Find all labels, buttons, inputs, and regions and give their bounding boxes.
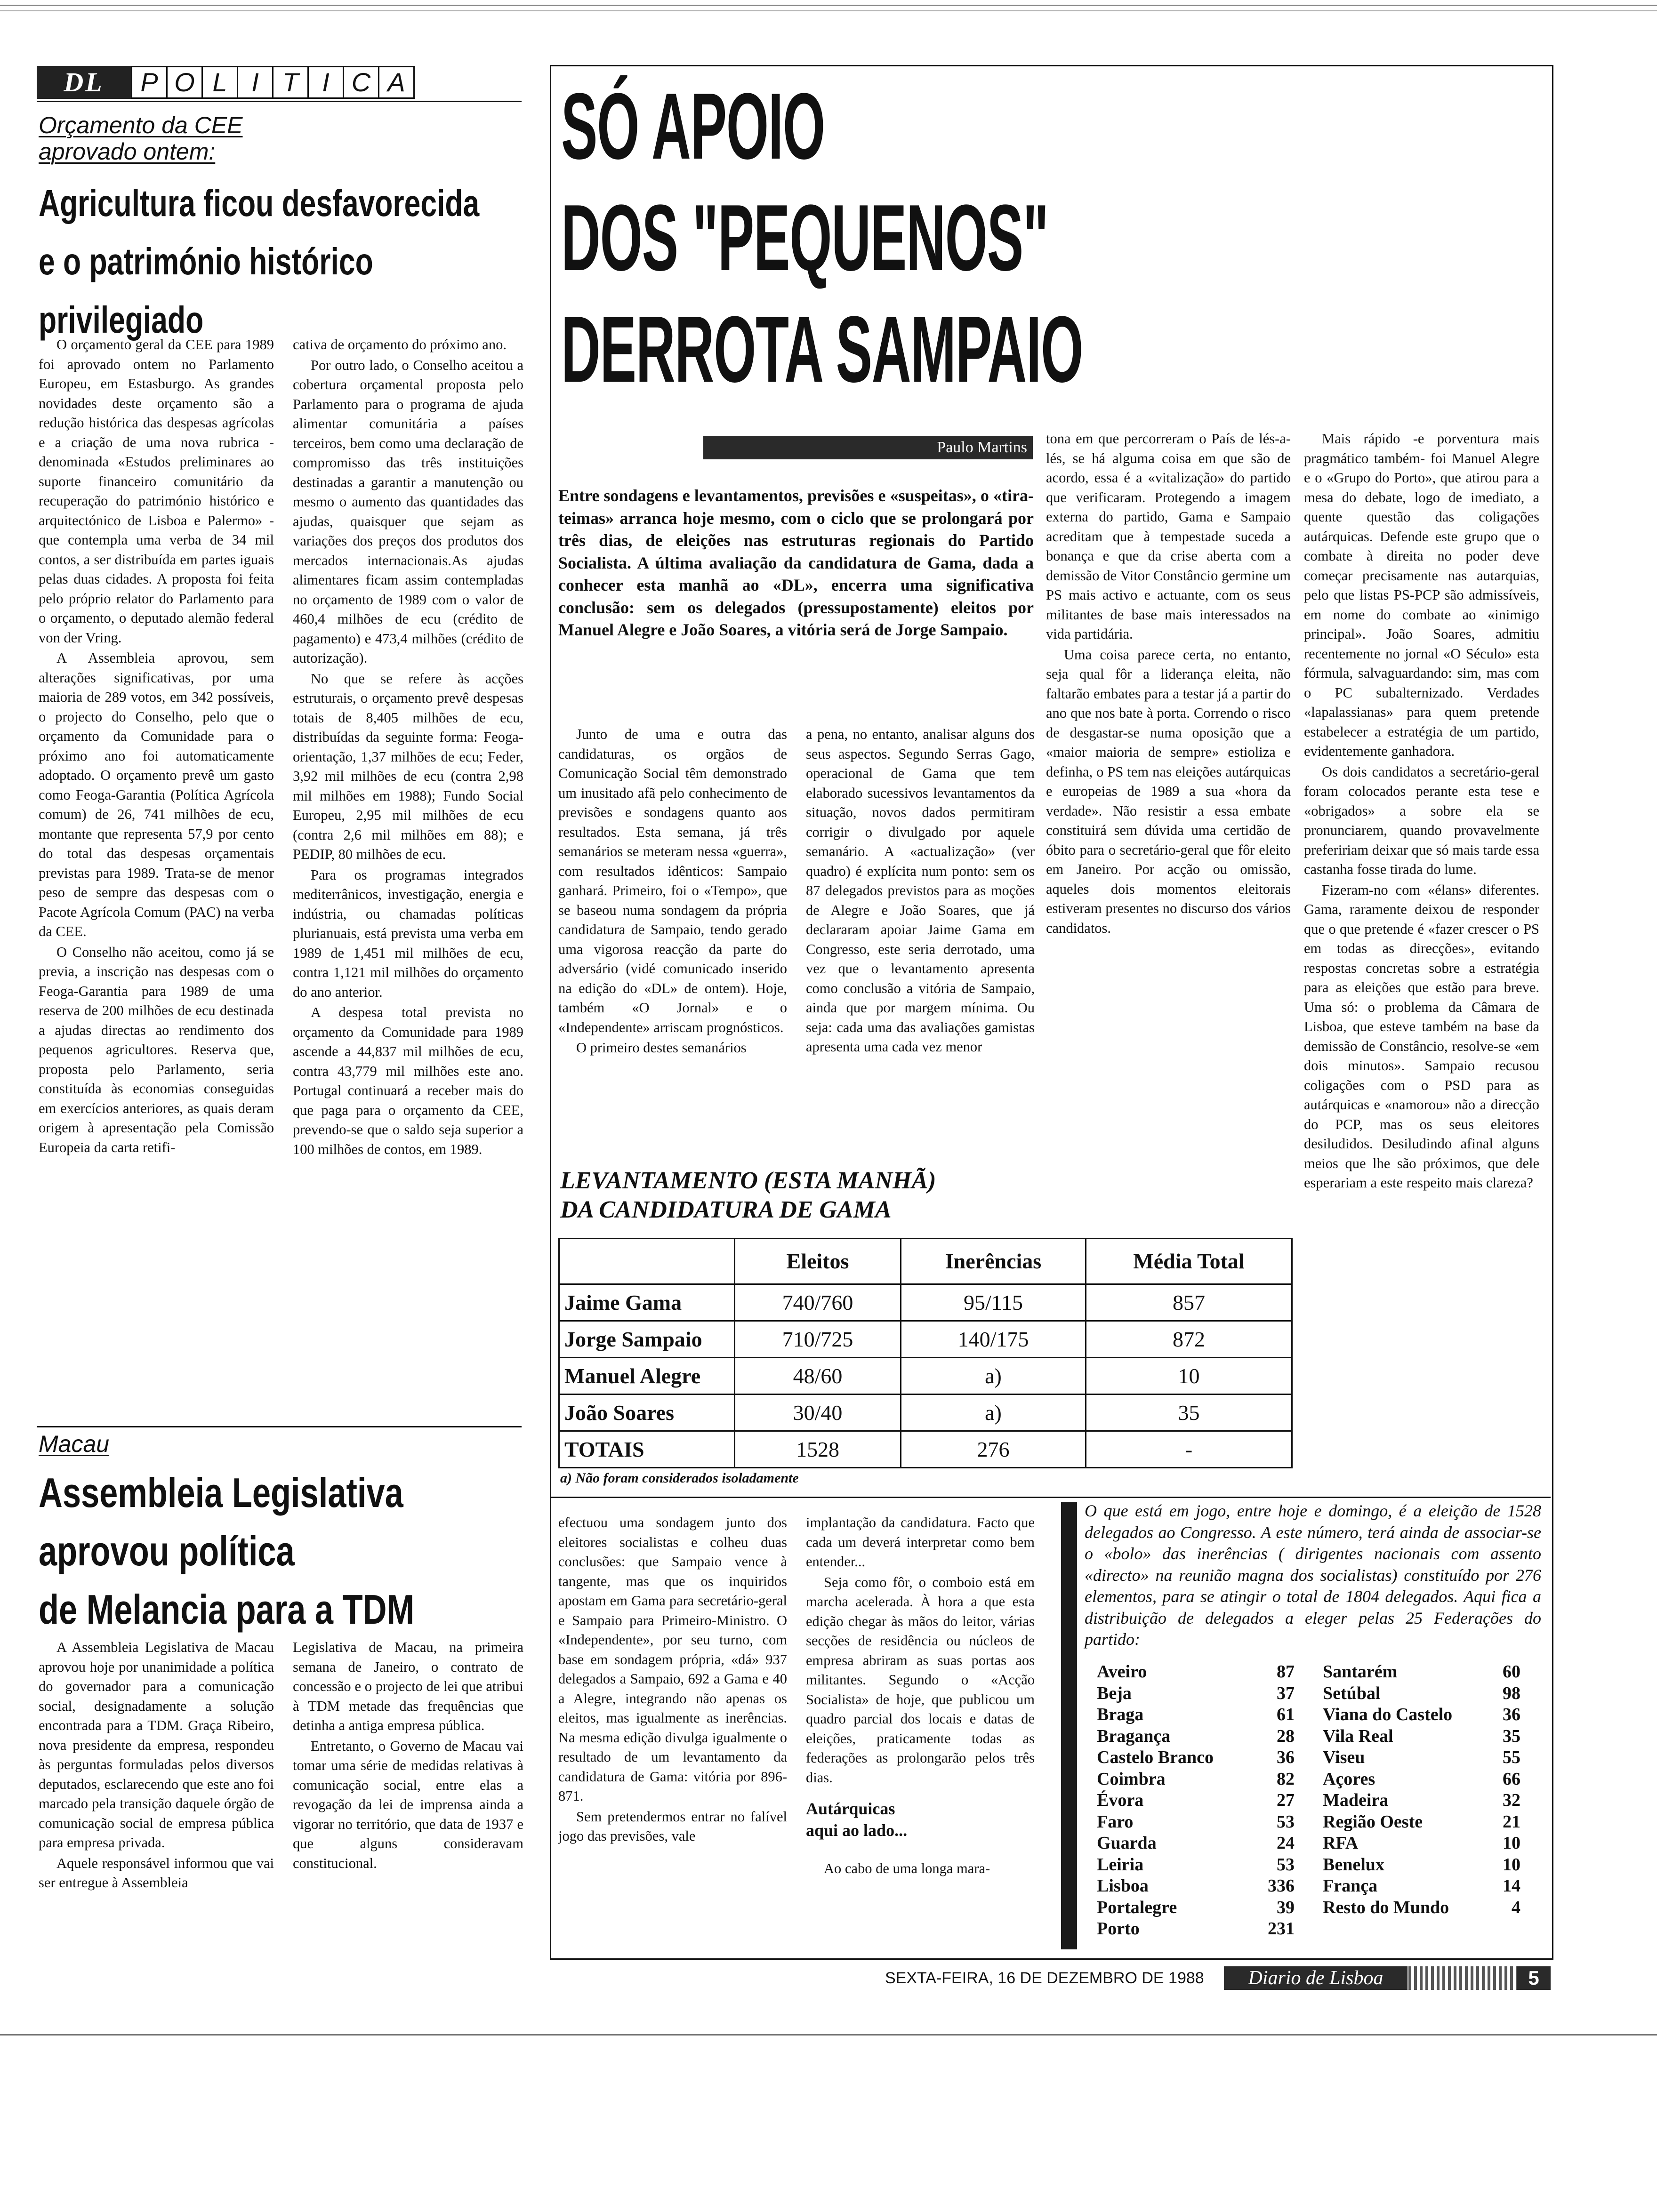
article1-headline <box>39 174 479 349</box>
table-header <box>559 1239 735 1284</box>
federation-row <box>1323 1854 1520 1876</box>
section-letter: T <box>272 67 307 97</box>
federation-row <box>1097 1683 1295 1705</box>
table-cell: 35 <box>1086 1394 1292 1431</box>
federation-row <box>1097 1769 1295 1790</box>
federation-row <box>1097 1726 1295 1747</box>
table-cell: - <box>1086 1431 1292 1467</box>
paragraph: Junto de uma e outra das candidaturas, os orgãos de Comunicação Social têm demonstrado um inusitado afã pelo conhecimento de previsões e sondagens quanto aos resultados. Esta semana, já três semanários se meteram nessa «guerra», com resultados idênticos: Sampaio ganhará. Primeiro, foi o «Tempo», que se baseou numa sondagem da própria candidatura de Sampaio, tendo gerado uma vigorosa reacção da parte do adversário (vidé comunicado inserido na edição do «DL» de ontem). Hoje, também «O Jornal» e o «Independente» arriscam prognósticos. <box>558 726 787 1035</box>
subhead-line: Autárquicas <box>806 1799 895 1818</box>
table-header-row <box>559 1239 1292 1284</box>
top-rule-2 <box>0 10 1657 11</box>
federation-count: 36 <box>1503 1705 1520 1724</box>
federation-row <box>1323 1661 1520 1683</box>
federation-name: Madeira <box>1323 1790 1389 1810</box>
table-row <box>559 1284 1292 1321</box>
paragraph: Fizeram-no com «élans» diferentes. Gama, raramente deixou de responder que o que pretende é «fazer crescer o PS em todas as direcções», evitando respostas concretas sobre a estratégia para as eleições que estão para breve. Uma só: o problema da Câmara de Lisboa, que esteve também na base da demissão de Constâncio, resolve-se «em dois minutos». Sampaio recusou coligações com o PSD para as autárquicas e «namorou» não a direcção do PCP, mas os seus eleitores desiludidos. Desiludindo afinal alguns meios que lhe são próximos, que dele esperariam a este respeito mais clareza? <box>1304 882 1539 1191</box>
federation-row <box>1097 1897 1295 1919</box>
main-headline <box>561 71 1083 405</box>
distribution-intro: O que está em jogo, entre hoje e domingo, é a eleição de 1528 delegados ao Congresso. A este número, terá ainda de associar-se o «bolo» das inerências ( dirigentes nacionais com assento «directo» na reunião magna dos socialistas) constituído por 276 elementos, para se atingir o total de 1804 delegados. Aqui fica a distribuição de delegados a eleger pelas 25 Federações do partido: <box>1085 1501 1541 1649</box>
article1-kicker <box>39 112 243 165</box>
masthead-text: Diario de Lisboa <box>1248 1967 1384 1989</box>
federation-name: Beja <box>1097 1683 1132 1703</box>
federation-name: Região Oeste <box>1323 1811 1423 1832</box>
federation-row <box>1097 1875 1295 1897</box>
federation-name: Évora <box>1097 1790 1144 1810</box>
table-cell: a) <box>901 1394 1086 1431</box>
paragraph: Seja como fôr, o comboio está em marcha acelerada. À hora a que esta edição chegar às mãos do leitor, várias secções de residência ou núcleos de empresa abriram as suas portas aos militantes. Segundo o «Acção Socialista» de hoje, que publicou um quadro parcial dos locais e datas de eleições, praticamente todas as federações as prolongarão pelos três dias. <box>806 1574 1035 1786</box>
federation-count: 336 <box>1268 1876 1295 1896</box>
section-letter: I <box>237 67 272 97</box>
table-cell: 10 <box>1086 1357 1292 1394</box>
headline-line: Agricultura ficou desfavorecida <box>39 182 480 224</box>
paragraph: A Assembleia Legislativa de Macau aprovou hoje por unanimidade a política do governador para a comunicação social, designadamente a solução encontrada para a TDM. Graça Ribeiro, nova presidente da empresa, respondeu às perguntas formuladas pelos diversos deputados, esclarecendo que este ano foi marcado pela transição daquele órgão de comunicação social de empresa pública para empresa privada. <box>39 1639 274 1851</box>
section-letter: A <box>378 67 413 97</box>
table-title-line: LEVANTAMENTO (ESTA MANHÃ) <box>560 1167 936 1194</box>
federation-count: 21 <box>1503 1811 1520 1832</box>
table-row <box>559 1394 1292 1431</box>
federation-count: 39 <box>1277 1897 1295 1917</box>
federation-name: Guarda <box>1097 1833 1157 1853</box>
paragraph: efectuou uma sondagem junto dos eleitores socialistas e colheu duas conclusões: que Sampaio vence à tangente, mas que os inquiridos apostam em Gama para secretário-geral e Sampaio para Primeiro-Ministro. O «Independente», por seu turno, com base em sondagem própria, «dá» 937 delegados a Sampaio, 692 a Gama e 40 a Alegre, integrando não apenas os eleitos, mas igualmente as inerências. Na mesma edição divulga igualmente o resultado de um levantamento da candidatura de Gama: vitória por 896-871. <box>558 1515 787 1804</box>
federation-name: Castelo Branco <box>1097 1747 1214 1767</box>
main-colA <box>558 725 787 1058</box>
federation-name: França <box>1323 1876 1378 1896</box>
table-cell: 30/40 <box>735 1394 901 1431</box>
table-row <box>559 1321 1292 1357</box>
headline-line: privilegiado <box>39 299 204 341</box>
dl-logo: DL <box>37 66 131 99</box>
paragraph: O Conselho não aceitou, como já se previa, a inscrição nas despesas com o Feoga-Garantia para 1989 de uma reserva de 200 milhões de ecu destinada a ajudas directas ao rendimento dos pequenos agricultores. Reserva que, proposta pelo Parlamento, seria constituída às economias conseguidas em exercícios anteriores, as quais deram origem à apresentação pela Comissão Europeia da carta retifi- <box>39 944 274 1155</box>
table-header: Média Total <box>1086 1239 1292 1284</box>
federation-count: 36 <box>1277 1747 1295 1767</box>
federation-row <box>1323 1811 1520 1833</box>
table-cell: Jaime Gama <box>559 1284 735 1321</box>
article2-kicker: Macau <box>39 1431 110 1457</box>
table-cell: 710/725 <box>735 1321 901 1357</box>
kicker-line: Orçamento da CEE <box>39 112 243 138</box>
federation-name: Braga <box>1097 1705 1144 1724</box>
federation-name: Leiria <box>1097 1854 1144 1875</box>
paragraph: A despesa total prevista no orçamento da Comunidade para 1989 ascende a 44,837 mil milhões de ecu, contra 43,779 mil milhões este ano. Portugal continuará a receber mais do que paga para o orçamento da CEE, prevendo-se que o saldo seja superior a 100 milhões de contos, em 1989. <box>293 1004 523 1157</box>
federation-row <box>1323 1833 1520 1854</box>
footer-date: SEXTA-FEIRA, 16 DE DEZEMBRO DE 1988 <box>885 1969 1204 1987</box>
table-cell: TOTAIS <box>559 1431 735 1467</box>
federation-row <box>1323 1704 1520 1726</box>
headline-line: Assembleia Legislativa <box>39 1469 403 1516</box>
section-letter: O <box>166 67 201 97</box>
table-footnote: a) Não foram considerados isoladamente <box>560 1470 799 1486</box>
federation-name: Viana do Castelo <box>1323 1705 1453 1724</box>
federation-count: 35 <box>1503 1726 1520 1746</box>
section-letter: C <box>343 67 378 97</box>
bottom-rule <box>0 2034 1657 2036</box>
federation-row <box>1323 1897 1520 1919</box>
article1-col1 <box>39 335 274 1157</box>
federation-count: 27 <box>1277 1790 1295 1810</box>
paragraph: Ao cabo de uma longa mara- <box>824 1860 990 1876</box>
main-colB <box>806 725 1035 1057</box>
paragraph: No que se refere às acções estruturais, o orçamento prevê despesas totais de 8,405 milhões de ecu, distribuídas da seguinte forma: Feoga-orientação, 1,37 milhões de ecu; Feder, 3,92 mil milhões de ecu (contra 2,98 mil milhões em 1988); Fundo Social Europeu, 2,95 mil milhões de ecu (contra 2,6 mil milhões em 88); e PEDIP, 80 milhões de ecu. <box>293 670 523 862</box>
headline-line: aprovou política <box>39 1528 295 1574</box>
federation-count: 32 <box>1503 1790 1520 1810</box>
paragraph: Aquele responsável informou que vai ser entregue à Assembleia <box>39 1855 274 1891</box>
table-cell: 95/115 <box>901 1284 1086 1321</box>
federation-name: Aveiro <box>1097 1662 1147 1682</box>
federation-name: Setúbal <box>1323 1683 1381 1703</box>
main-colC <box>1046 429 1291 938</box>
federation-row <box>1097 1704 1295 1726</box>
headline-line: DERROTA SAMPAIO <box>561 297 1083 402</box>
distribution-right <box>1323 1661 1520 1918</box>
paragraph: Legislativa de Macau, na primeira semana de Janeiro, o contrato de concessão e o projecto de lei que atribui à TDM metade das frequências que detinha a antiga empresa pública. <box>293 1639 523 1733</box>
paragraph: cativa de orçamento do próximo ano. <box>293 337 507 353</box>
headline-line: DOS "PEQUENOS" <box>561 185 1048 290</box>
federation-name: Resto do Mundo <box>1323 1897 1449 1917</box>
subhead <box>806 1798 1035 1841</box>
article2-col2 <box>293 1638 523 1873</box>
federation-row <box>1323 1747 1520 1769</box>
federation-count: 10 <box>1503 1854 1520 1875</box>
lead-text: Entre sondagens e levantamentos, previsões e «suspeitas», o «tira-teimas» arranca hoje mesmo, com o ciclo que se prolongará por três dias, de eleições nas estruturas regionais do Partido Socialista. A última avaliação da candidatura de Gama, dada a conhecer esta manhã ao «DL», encerra uma significativa conclusão: sem os delegados (pressupostamente) eleitos por Manuel Alegre e João Soares, a vitória será de Jorge Sampaio. <box>558 486 1034 639</box>
federation-count: 87 <box>1277 1662 1295 1682</box>
footer-page-number <box>1517 1966 1551 1990</box>
federation-count: 28 <box>1277 1726 1295 1746</box>
federation-row <box>1323 1683 1520 1705</box>
federation-name: Lisboa <box>1097 1876 1149 1896</box>
federation-name: Santarém <box>1323 1662 1398 1682</box>
subhead-line: aqui ao lado... <box>806 1821 908 1840</box>
paragraph: O orçamento geral da CEE para 1989 foi aprovado ontem no Parlamento Europeu, em Estasburgo. As grandes novidades deste orçamento são a redução histórica das despesas agrícolas e a criação de uma nova rubrica - denominada «Estudos preliminares ao suporte financeiro comunitário da recuperação do património histórico e arquitectónico de Lisboa e Palermo» - que contempla uma verba de 34 mil contos, a ser distribuída em partes iguais pelas duas cidades. A proposta foi feita pelo próprio relator do Parlamento para o orçamento, o deputado alemão federal von der Vring. <box>39 337 274 646</box>
federation-count: 37 <box>1277 1683 1295 1703</box>
federation-row <box>1097 1833 1295 1854</box>
kicker-line: aprovado ontem: <box>39 138 216 165</box>
headline-line: SÓ APOIO <box>561 74 825 179</box>
main-lead <box>558 485 1034 641</box>
section-letter: P <box>131 67 166 97</box>
federation-count: 98 <box>1503 1683 1520 1703</box>
federation-count: 55 <box>1503 1747 1520 1767</box>
table-cell: 740/760 <box>735 1284 901 1321</box>
federation-name: Porto <box>1097 1919 1140 1939</box>
article2-col1 <box>39 1638 274 1893</box>
paragraph: A Assembleia aprovou, sem alterações significativas, por uma maioria de 289 votos, em 342 possíveis, o projecto do Conselho, pelo que o orçamento da Comunidade para o próximo ano foi automaticamente adoptado. O orçamento prevê um gasto como Feoga-Garantia (Política Agrícola comum) de 26, 741 milhões de ecu, montante que representa 57,9 por cento do total das despesas orçamentais previstas para 1989. Trata-se de menor peso de sempre das despesas com o Pacote Agrícola Comum (PAC) na verba da CEE. <box>39 650 274 939</box>
footer-masthead <box>1224 1966 1408 1990</box>
federation-name: Coimbra <box>1097 1769 1166 1789</box>
page-number: 5 <box>1528 1967 1539 1989</box>
federation-name: Vila Real <box>1323 1726 1393 1746</box>
top-rule <box>0 5 1657 6</box>
table-rule <box>550 1497 1551 1498</box>
headline-line: de Melancia para a TDM <box>39 1586 415 1633</box>
macau-rule <box>37 1426 522 1427</box>
federation-name: Faro <box>1097 1811 1134 1832</box>
paragraph: Mais rápido -e porventura mais pragmático também- foi Manuel Alegre e o «Grupo do Porto», que atirou para a mesa do debate, logo de imediato, a quente questão das coligações autárquicas. Defende este grupo que o combate à direita no poder deve começar precisamente nas autarquias, pelo que listas PS-PCP são admissíveis, em nome do combate ao «inimigo principal». João Soares, admitiu recentemente no jornal «O Século» esta fórmula, salvaguardando: sim, mas com o PC subalternizado. Verdades «lapalassianas» para quem pretende estabelecer a estratégia de um partido, evidentemente ganhadora. <box>1304 431 1539 759</box>
federation-row <box>1097 1661 1295 1683</box>
federation-name: Viseu <box>1323 1747 1365 1767</box>
table-header: Inerências <box>901 1239 1086 1284</box>
section-letters <box>131 66 415 99</box>
article2-headline <box>39 1464 414 1639</box>
federation-count: 14 <box>1503 1876 1520 1896</box>
article1-col2 <box>293 335 523 1159</box>
section-rule <box>37 101 522 102</box>
federation-count: 53 <box>1277 1854 1295 1875</box>
table-row <box>559 1357 1292 1394</box>
table-cell: Manuel Alegre <box>559 1357 735 1394</box>
federation-count: 24 <box>1277 1833 1295 1853</box>
federation-row <box>1323 1790 1520 1811</box>
federation-count: 10 <box>1503 1833 1520 1853</box>
federation-name: Benelux <box>1323 1854 1384 1875</box>
paragraph: Entretanto, o Governo de Macau vai tomar uma série de medidas relativas à comunicação social, entre elas a revogação da lei de imprensa ainda a vigorar no território, que data de 1937 e que alguns consideravam constitucional. <box>293 1738 523 1871</box>
federation-row <box>1097 1918 1295 1940</box>
paragraph: Para os programas integrados mediterrânicos, investigação, energia e indústria, ou chamadas políticas plurianuais, está prevista uma verba em 1989 de 1,451 mil milhões de ecu, contra 1,121 mil milhões do orçamento do ano anterior. <box>293 866 523 1000</box>
federation-row <box>1323 1875 1520 1897</box>
footer-dots <box>1408 1966 1517 1990</box>
distribution-box-bar <box>1061 1502 1077 1949</box>
table-title-line: DA CANDIDATURA DE GAMA <box>560 1196 892 1223</box>
section-letter: I <box>307 67 343 97</box>
paragraph: a pena, no entanto, analisar alguns dos seus aspectos. Segundo Serras Gago, operacional de Gama que tem elaborado sucessivos levantamentos da situação, novos dados permitiram corrigir o divulgado por aquele semanário. A «actualização» (ver quadro) é explícita num ponto: sem os 87 delegados previstos para as moções de Alegre e João Soares, que já declararam apoiar Jaime Gama em Congresso, este seria derrotado, uma vez que o levantamento apresenta como conclusão a vitória de Sampaio, ainda que por margem mínima. Ou seja: cada uma das avaliações gamistas apresenta uma cada vez menor <box>806 726 1035 1055</box>
table-cell: Jorge Sampaio <box>559 1321 735 1357</box>
byline: Paulo Martins <box>937 439 1027 456</box>
main-colF <box>806 1513 1035 1879</box>
table-row <box>559 1431 1292 1467</box>
table-cell: 872 <box>1086 1321 1292 1357</box>
federation-row <box>1097 1854 1295 1876</box>
federation-count: 60 <box>1503 1662 1520 1682</box>
federation-count: 53 <box>1277 1811 1295 1832</box>
section-tag <box>37 66 415 99</box>
table-title <box>560 1166 936 1225</box>
federation-count: 82 <box>1277 1769 1295 1789</box>
paragraph: implantação da candidatura. Facto que cada um deverá interpretar como bem entender... <box>806 1515 1035 1570</box>
federation-name: RFA <box>1323 1833 1359 1853</box>
levantamento-table <box>558 1238 1293 1468</box>
table-cell: 140/175 <box>901 1321 1086 1357</box>
headline-line: e o património histórico <box>39 240 373 282</box>
federation-count: 231 <box>1268 1919 1295 1939</box>
paragraph: O primeiro destes semanários <box>576 1040 747 1056</box>
federation-count: 4 <box>1512 1897 1520 1917</box>
paragraph: Por outro lado, o Conselho aceitou a cobertura orçamental proposta pelo Parlamento para o programa de ajuda alimentar comunitária a países terceiros, bem como uma declaração de compromisso das três instituições destinadas a garantir a manutenção ou mesmo o aumento das quantidades das ajudas, quaisquer que sejam as variações dos preços dos produtos dos mercados internacionais.As ajudas alimentares ficam assim contempladas no orçamento de 1989 com o valor de 460,4 milhões de ecu (crédito de pagamento) e 473,4 milhões (crédito de autorização). <box>293 357 523 666</box>
federation-name: Portalegre <box>1097 1897 1177 1917</box>
main-colD <box>1304 429 1539 1193</box>
federation-name: Açores <box>1323 1769 1375 1789</box>
federation-row <box>1097 1747 1295 1769</box>
table-header: Eleitos <box>735 1239 901 1284</box>
byline-bar <box>703 436 1033 459</box>
federation-count: 61 <box>1277 1705 1295 1724</box>
section-letter: L <box>201 67 237 97</box>
federation-row <box>1323 1726 1520 1747</box>
paragraph: Uma coisa parece certa, no entanto, seja qual fôr a liderança eleita, não faltarão embates para a testar já a partir do ano que nos bate à porta. Correndo o risco de desgastar-se numa oposição que a «maior maioria de sempre» estioliza e definha, o PS tem nas eleições autárquicas e europeias de 1989 a sua «hora da verdade». Não resistir a essa embate constituirá sem dúvida uma certidão de óbito para o secretário-geral que fôr eleito em Janeiro. Por acção ou omissão, aqueles dois momentos eleitorais estiveram presentes no discurso dos vários candidatos. <box>1046 646 1291 936</box>
federation-count: 66 <box>1503 1769 1520 1789</box>
federation-row <box>1097 1811 1295 1833</box>
federation-name: Bragança <box>1097 1726 1171 1746</box>
table-cell: 276 <box>901 1431 1086 1467</box>
federation-row <box>1097 1790 1295 1811</box>
paragraph: Sem pretendermos entrar no falível jogo das previsões, vale <box>558 1808 787 1844</box>
table-cell: 48/60 <box>735 1357 901 1394</box>
paragraph: Os dois candidatos a secretário-geral foram colocados perante esta tese e «obrigados» a sobre ela se pronunciarem, quando provavelmente prefeririam deixar que só mais tarde essa castanha fosse tirada do lume. <box>1304 763 1539 877</box>
table-cell: 857 <box>1086 1284 1292 1321</box>
distribution-left <box>1097 1661 1295 1940</box>
table-cell: João Soares <box>559 1394 735 1431</box>
table-cell: a) <box>901 1357 1086 1394</box>
main-colE <box>558 1513 787 1846</box>
paragraph: tona em que percorreram o País de lés-a-lés, se há alguma coisa em que são de acordo, essa é a «vitalização» do partido que verificaram. Protegendo a imagem externa do partido, Gama e Sampaio acreditam que à tempestade suceda a bonança e que da crise aberta com a demissão de Vitor Constâncio germine um PS mais activo e actuante, com os seus militantes de base mais interessados na vida partidária. <box>1046 431 1291 642</box>
table-cell: 1528 <box>735 1431 901 1467</box>
federation-row <box>1323 1769 1520 1790</box>
